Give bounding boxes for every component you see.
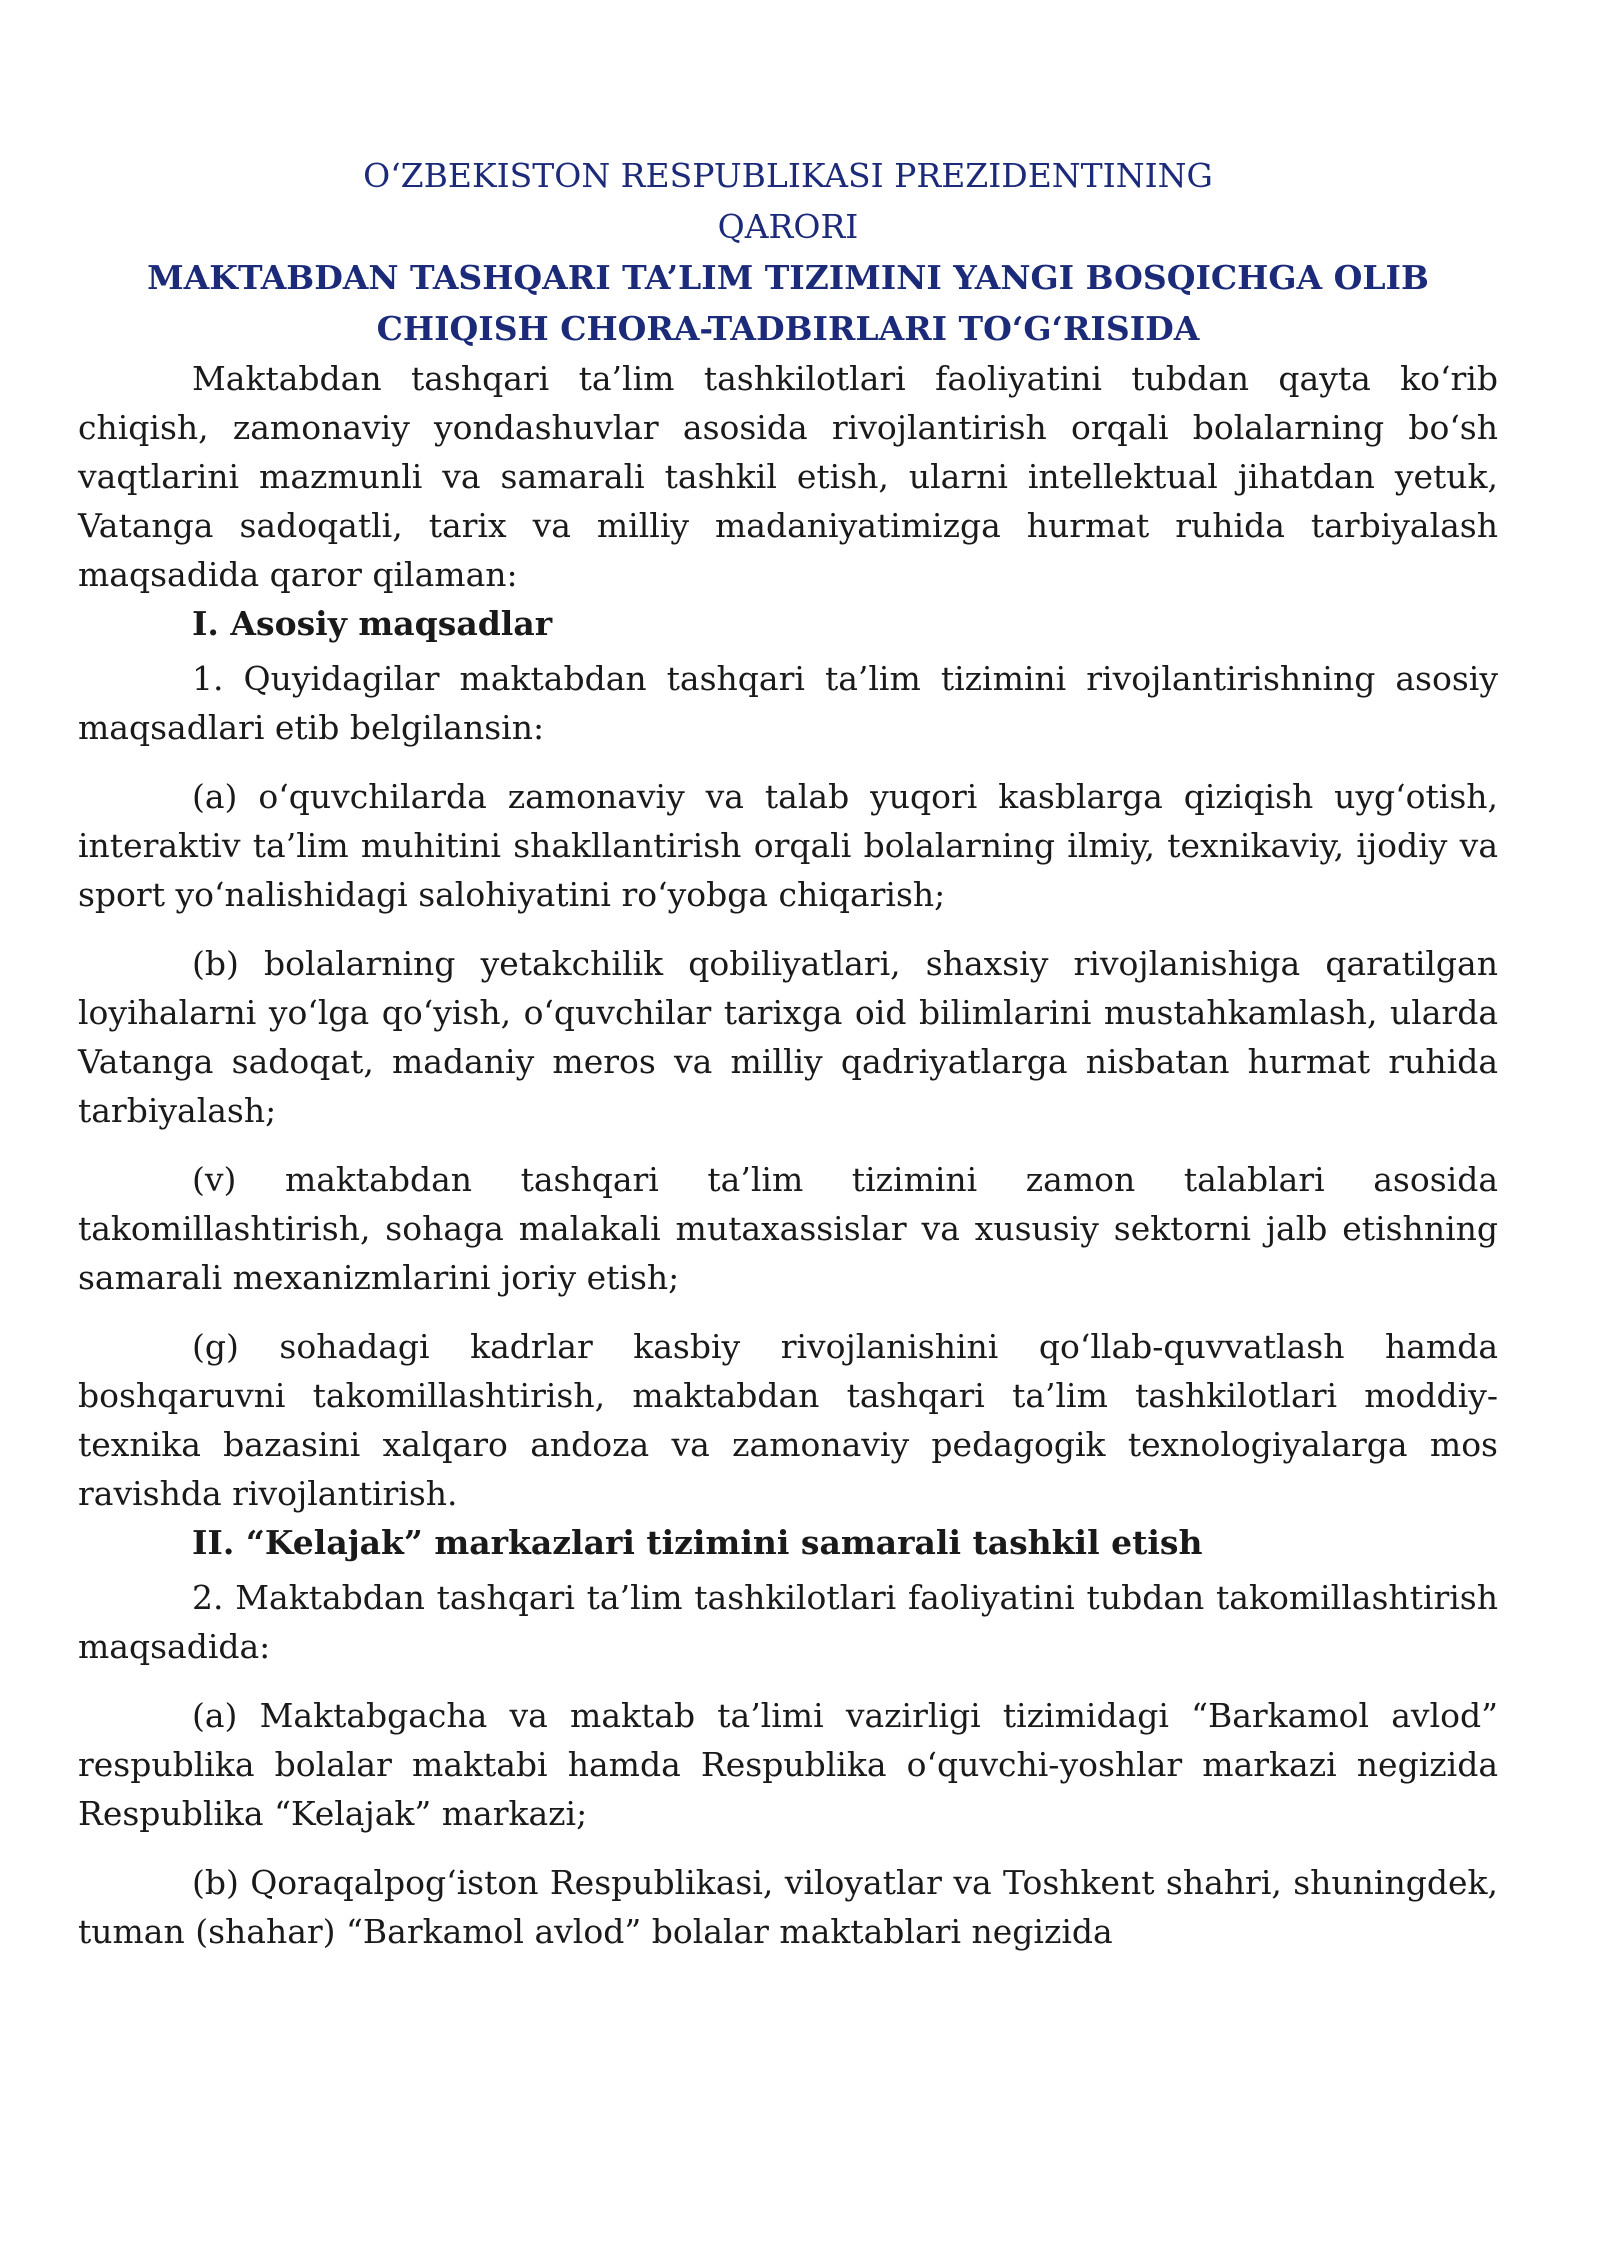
document-title-line-2: CHIQISH CHORA-TADBIRLARI TO‘G‘RISIDA: [376, 309, 1200, 348]
document-page: [78, 150, 1498, 1956]
document-type: QARORI: [717, 207, 859, 246]
item-1-paragraph: 1. Quyidagilar maktabdan tashqari ta’lim tizimini rivojlantirishning asosiy maqsadlari etib belgilansin:: [78, 659, 1498, 747]
item-2b-paragraph: (b) Qoraqalpog‘iston Respublikasi, viloyatlar va Toshkent shahri, shuningdek, tuman (shahar) “Barkamol avlod” bolalar maktablari negizida: [78, 1863, 1498, 1951]
item-1v-paragraph: (v) maktabdan tashqari ta’lim tizimini zamon talablari asosida takomillashtirish, sohaga malakali mutaxassislar va xususiy sektorni jalb etishning samarali mexanizmlarini joriy etish;: [78, 1160, 1498, 1297]
issuer-line: O‘ZBEKISTON RESPUBLIKASI PREZIDENTINING: [363, 156, 1213, 195]
section-1-heading: I. Asosiy maqsadlar: [192, 604, 553, 643]
document-header: [78, 150, 1498, 354]
item-2a-paragraph: (a) Maktabgacha va maktab ta’limi vazirligi tizimidagi “Barkamol avlod” respublika bolalar maktabi hamda Respublika o‘quvchi-yoshlar markazi negizida Respublika “Kelajak” markazi;: [78, 1696, 1498, 1833]
item-1g-paragraph: (g) sohadagi kadrlar kasbiy rivojlanishini qo‘llab-quvvatlash hamda boshqaruvni takomillashtirish, maktabdan tashqari ta’lim tashkilotlari moddiy-texnika bazasini xalqaro andoza va zamonaviy pedagogik texnologiyalarga mos ravishda rivojlantirish.: [78, 1327, 1498, 1513]
item-1a-paragraph: (a) o‘quvchilarda zamonaviy va talab yuqori kasblarga qiziqish uyg‘otish, interaktiv ta’lim muhitini shakllantirish orqali bolalarning ilmiy, texnikaviy, ijodiy va sport yo‘nalishidagi salohiyatini ro‘yobga chiqarish;: [78, 777, 1498, 914]
section-2-heading: II. “Kelajak” markazlari tizimini samarali tashkil etish: [192, 1523, 1203, 1562]
item-1b-paragraph: (b) bolalarning yetakchilik qobiliyatlari, shaxsiy rivojlanishiga qaratilgan loyihalarni yo‘lga qo‘yish, o‘quvchilar tarixga oid bilimlarini mustahkamlash, ularda Vatanga sadoqat, madaniy meros va milliy qadriyatlarga nisbatan hurmat ruhida tarbiyalash;: [78, 944, 1498, 1130]
item-2-paragraph: 2. Maktabdan tashqari ta’lim tashkilotlari faoliyatini tubdan takomillashtirish maqsadida:: [78, 1578, 1498, 1666]
preamble-paragraph: Maktabdan tashqari ta’lim tashkilotlari faoliyatini tubdan qayta ko‘rib chiqish, zamonaviy yondashuvlar asosida rivojlantirish orqali bolalarning bo‘sh vaqtlarini mazmunli va samarali tashkil etish, ularni intellektual jihatdan yetuk, Vatanga sadoqatli, tarix va milliy madaniyatimizga hurmat ruhida tarbiyalash maqsadida qaror qilaman:: [78, 359, 1498, 594]
document-title-line-1: MAKTABDAN TASHQARI TA’LIM TIZIMINI YANGI BOSQICHGA OLIB: [147, 258, 1429, 297]
